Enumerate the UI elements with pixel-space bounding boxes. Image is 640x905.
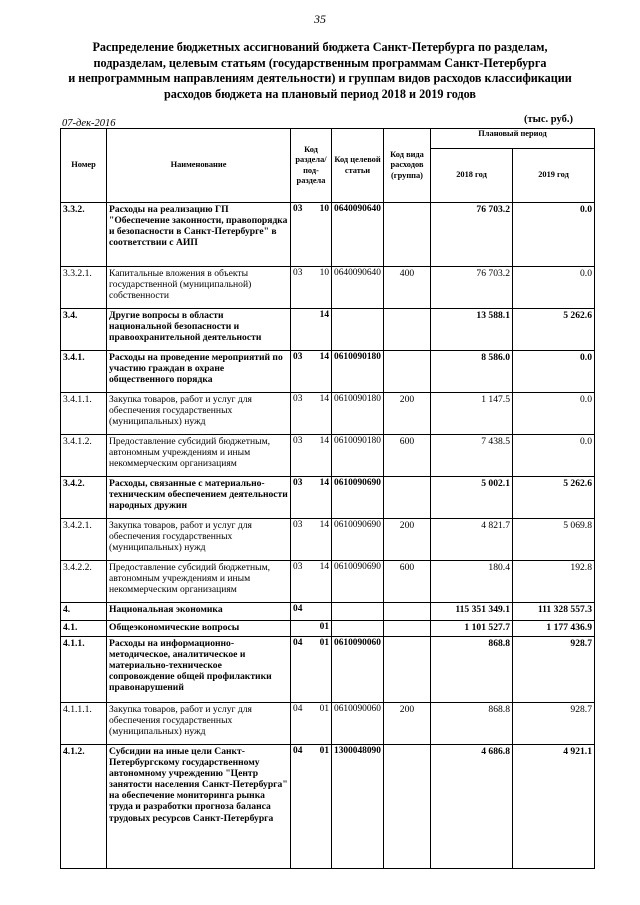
- expense-type: 200: [384, 519, 431, 561]
- section-code: 04: [293, 704, 303, 714]
- section-code-cell: [291, 309, 332, 351]
- subsection-code: 14: [319, 436, 329, 446]
- target-code: 0610090060: [332, 637, 384, 703]
- title-line: расходов бюджета на плановый период 2018 и 2019 годов: [163, 86, 476, 101]
- target-code: 0610090690: [332, 519, 384, 561]
- row-name: Расходы на реализацию ГП "Обеспечение законности, правопорядка и безопасности в Санкт-Петербурге" в соответствии с АИП: [107, 203, 291, 267]
- budget-table: [60, 128, 595, 869]
- section-code: 03: [293, 268, 303, 278]
- row-name: Закупка товаров, работ и услуг для обеспечения государственных (муниципальных) нужд: [107, 519, 291, 561]
- row-name: Субсидии на иные цели Санкт-Петербургскому государственному автономному учреждению "Центр занятости населения Санкт-Петербурга" на обеспечение мониторинга рынка труда и разработки прогноза баланса трудовых ресурсов Санкт-Петербурга: [107, 745, 291, 869]
- title-line: Распределение бюджетных ассигнований бюджета Санкт-Петербурга по разделам,: [92, 40, 548, 54]
- table-row: [61, 435, 595, 477]
- header-name: Наименование: [107, 129, 291, 203]
- expense-type: [384, 309, 431, 351]
- value-2018: 7 438.5: [431, 435, 513, 477]
- target-code: 1300048090: [332, 745, 384, 869]
- value-2019: 111 328 557.3: [513, 603, 595, 621]
- target-code: 0610090180: [332, 351, 384, 393]
- section-code: 03: [293, 478, 303, 488]
- value-2019: 0.0: [513, 351, 595, 393]
- row-number: 3.4.: [61, 309, 107, 351]
- value-2019: 4 921.1: [513, 745, 595, 869]
- subsection-code: 14: [319, 520, 329, 530]
- value-2019: 192.8: [513, 561, 595, 603]
- target-code: 0640090640: [332, 267, 384, 309]
- table-row: [61, 519, 595, 561]
- section-code: 04: [293, 604, 303, 614]
- table-row: [61, 267, 595, 309]
- header-section-code: Код раздела/ под-раздела: [291, 129, 332, 203]
- section-code-cell: [291, 203, 332, 267]
- expense-type: 600: [384, 561, 431, 603]
- row-number: 4.1.1.: [61, 637, 107, 703]
- section-code-cell: [291, 621, 332, 637]
- expense-type: 200: [384, 393, 431, 435]
- value-2018: 4 686.8: [431, 745, 513, 869]
- expense-type: [384, 603, 431, 621]
- subsection-code: 14: [319, 562, 329, 572]
- row-name: Расходы на проведение мероприятий по участию граждан в охране общественного порядка: [107, 351, 291, 393]
- table-row: [61, 621, 595, 637]
- expense-type: [384, 351, 431, 393]
- row-number: 3.4.1.1.: [61, 393, 107, 435]
- row-number: 4.1.2.: [61, 745, 107, 869]
- expense-type: [384, 203, 431, 267]
- row-number: 4.1.: [61, 621, 107, 637]
- subsection-code: 10: [319, 268, 329, 278]
- subsection-code: 14: [319, 394, 329, 404]
- value-2019: 0.0: [513, 203, 595, 267]
- section-code-cell: [291, 603, 332, 621]
- subsection-code: 01: [319, 638, 329, 648]
- row-number: 3.4.2.1.: [61, 519, 107, 561]
- section-code: 03: [293, 562, 303, 572]
- value-2018: 180.4: [431, 561, 513, 603]
- value-2019: 5 262.6: [513, 309, 595, 351]
- value-2019: 0.0: [513, 435, 595, 477]
- section-code-cell: [291, 267, 332, 309]
- row-name: Капитальные вложения в объекты государственной (муниципальной) собственности: [107, 267, 291, 309]
- target-code: 0610090180: [332, 435, 384, 477]
- subsection-code: 01: [319, 704, 329, 714]
- expense-type: [384, 745, 431, 869]
- row-name: Предоставление субсидий бюджетным, автономным учреждениям и иным некоммерческим организациям: [107, 435, 291, 477]
- subsection-code: 14: [319, 352, 329, 362]
- target-code: 0610090180: [332, 393, 384, 435]
- header-year-2019: 2019 год: [513, 149, 595, 203]
- section-code: 04: [293, 638, 303, 648]
- page-number: 35: [314, 12, 326, 26]
- section-code: 03: [293, 204, 303, 214]
- section-code-cell: [291, 637, 332, 703]
- table-row: [61, 561, 595, 603]
- target-code: 0610090690: [332, 561, 384, 603]
- row-name: Предоставление субсидий бюджетным, автономным учреждениям и иным некоммерческим организациям: [107, 561, 291, 603]
- value-2018: 1 101 527.7: [431, 621, 513, 637]
- expense-type: 400: [384, 267, 431, 309]
- row-number: 3.3.2.1.: [61, 267, 107, 309]
- row-number: 3.3.2.: [61, 203, 107, 267]
- section-code-cell: [291, 745, 332, 869]
- section-code-cell: [291, 351, 332, 393]
- table-row: [61, 745, 595, 869]
- row-name: Расходы, связанные с материально-техническим обеспечением деятельности народных дружин: [107, 477, 291, 519]
- section-code: 03: [293, 520, 303, 530]
- value-2018: 8 586.0: [431, 351, 513, 393]
- value-2018: 1 147.5: [431, 393, 513, 435]
- value-2019: 5 069.8: [513, 519, 595, 561]
- row-number: 3.4.1.: [61, 351, 107, 393]
- table-row: [61, 603, 595, 621]
- row-number: 4.1.1.1.: [61, 703, 107, 745]
- title-line: и непрограммным направлениям деятельности) и группам видов расходов классификации: [68, 71, 572, 85]
- row-number: 3.4.2.: [61, 477, 107, 519]
- subsection-code: 01: [319, 746, 329, 756]
- target-code: [332, 621, 384, 637]
- value-2018: 76 703.2: [431, 267, 513, 309]
- section-code-cell: [291, 703, 332, 745]
- section-code: 03: [293, 394, 303, 404]
- table-row: [61, 477, 595, 519]
- document-date: 07-дек-2016: [62, 118, 116, 129]
- expense-type: [384, 477, 431, 519]
- section-code-cell: [291, 561, 332, 603]
- row-name: Закупка товаров, работ и услуг для обеспечения государственных (муниципальных) нужд: [107, 703, 291, 745]
- row-name: Национальная экономика: [107, 603, 291, 621]
- title-line: подразделам, целевым статьям (государственным программам Санкт-Петербурга: [93, 55, 547, 70]
- target-code: 0610090690: [332, 477, 384, 519]
- unit-label: (тыс. руб.): [524, 114, 573, 125]
- value-2018: 4 821.7: [431, 519, 513, 561]
- target-code: 0610090060: [332, 703, 384, 745]
- value-2019: 928.7: [513, 703, 595, 745]
- target-code: 0640090640: [332, 203, 384, 267]
- value-2018: 868.8: [431, 703, 513, 745]
- row-name: Общеэкономические вопросы: [107, 621, 291, 637]
- table-row: [61, 203, 595, 267]
- value-2019: 0.0: [513, 267, 595, 309]
- subsection-code: 14: [319, 478, 329, 488]
- row-name: Другие вопросы в области национальной безопасности и правоохранительной деятельности: [107, 309, 291, 351]
- value-2019: 5 262.6: [513, 477, 595, 519]
- target-code: [332, 309, 384, 351]
- section-code-cell: [291, 435, 332, 477]
- section-code-cell: [291, 477, 332, 519]
- header-expense-type: Код вида расходов (группа): [384, 129, 431, 203]
- value-2018: 76 703.2: [431, 203, 513, 267]
- subsection-code: 10: [319, 204, 329, 214]
- value-2018: 13 588.1: [431, 309, 513, 351]
- expense-type: [384, 637, 431, 703]
- table-row: [61, 351, 595, 393]
- expense-type: 600: [384, 435, 431, 477]
- value-2018: 868.8: [431, 637, 513, 703]
- row-name: Закупка товаров, работ и услуг для обеспечения государственных (муниципальных) нужд: [107, 393, 291, 435]
- value-2018: 115 351 349.1: [431, 603, 513, 621]
- expense-type: 200: [384, 703, 431, 745]
- row-number: 3.4.1.2.: [61, 435, 107, 477]
- value-2018: 5 002.1: [431, 477, 513, 519]
- section-code: 04: [293, 746, 303, 756]
- value-2019: 0.0: [513, 393, 595, 435]
- subsection-code: 01: [319, 622, 329, 632]
- row-number: 3.4.2.2.: [61, 561, 107, 603]
- section-code-cell: [291, 519, 332, 561]
- table-row: [61, 703, 595, 745]
- section-code: 03: [293, 352, 303, 362]
- row-number: 4.: [61, 603, 107, 621]
- section-code: 03: [293, 436, 303, 446]
- table-row: [61, 309, 595, 351]
- section-code-cell: [291, 393, 332, 435]
- target-code: [332, 603, 384, 621]
- value-2019: 928.7: [513, 637, 595, 703]
- header-year-2018: 2018 год: [431, 149, 513, 203]
- header-number: Номер: [61, 129, 107, 203]
- header-planned-period: Плановый период: [431, 129, 595, 149]
- table-row: [61, 637, 595, 703]
- row-name: Расходы на информационно-методическое, аналитическое и материально-техническое сопровождение общей профилактики правонарушений: [107, 637, 291, 703]
- document-title: [40, 40, 600, 102]
- expense-type: [384, 621, 431, 637]
- subsection-code: 14: [319, 310, 329, 320]
- value-2019: 1 177 436.9: [513, 621, 595, 637]
- table-row: [61, 393, 595, 435]
- header-target-code: Код целевой статьи: [332, 129, 384, 203]
